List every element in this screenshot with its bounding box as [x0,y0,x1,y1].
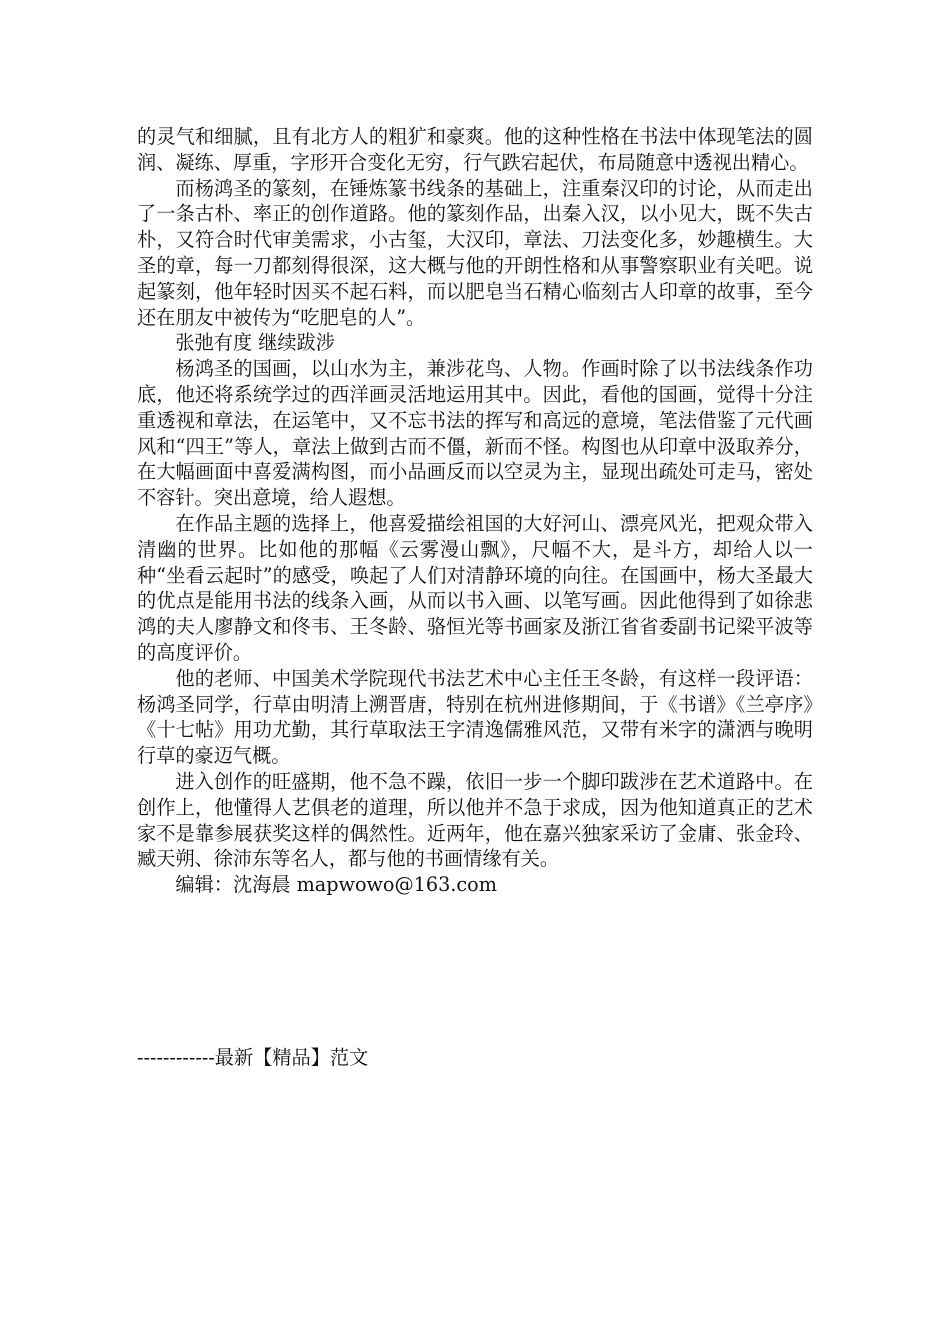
paragraph-continuation: 的灵气和细腻，且有北方人的粗犷和豪爽。他的这种性格在书法中体现笔法的圆润、凝练、厚重，字形开合变化无穷，行气跌宕起伏，布局随意中透视出精心。 [137,125,813,174]
section-subheading: 张弛有度 继续跋涉 [175,331,335,355]
paragraph-painting: 杨鸿圣的国画，以山水为主，兼涉花鸟、人物。作画时除了以书法线条作功底，他还将系统学过的西洋画灵活地运用其中。因此，看他的国画，觉得十分注重透视和章法，在运笔中，又不忘书法的挥写和高远的意境，笔法借鉴了元代画风和“四王”等人，章法上做到古而不僵，新而不怪。构图也从印章中汲取养分，在大幅画面中喜爱满构图，而小品画反而以空灵为主，显现出疏处可走马，密处不容针。突出意境，给人遐想。 [137,357,813,510]
editor-credit: 编辑：沈海晨 mapwowo@163.com [175,873,497,897]
paragraph-teacher-comment: 他的老师、中国美术学院现代书法艺术中心主任王冬龄，有这样一段评语：杨鸿圣同学，行草由明清上溯晋唐，特别在杭州进修期间，于《书谱》《兰亭序》《十七帖》用功尤勤，其行草取法王字清逸儒雅风范，又带有米字的潇洒与晚明行草的豪迈气概。 [137,666,813,768]
paragraph-creation-period: 进入创作的旺盛期，他不急不躁，依旧一步一个脚印跋涉在艺术道路中。在创作上，他懂得人艺俱老的道理，所以他并不急于求成，因为他知道真正的艺术家不是靠参展获奖这样的偶然性。近两年，他在嘉兴独家采访了金庸、张金玲、臧天朔、徐沛东等名人，都与他的书画情缘有关。 [137,769,813,871]
footer-tagline: ------------最新【精品】范文 [137,1046,369,1069]
paragraph-seal-carving: 而杨鸿圣的篆刻，在锤炼篆书线条的基础上，注重秦汉印的讨论，从而走出了一条古朴、率正的创作道路。他的篆刻作品，出秦入汉，以小见大，既不失古朴，又符合时代审美需求，小古玺，大汉印，章法、刀法变化多，妙趣横生。大圣的章，每一刀都刻得很深，这大概与他的开朗性格和从事警察职业有关吧。说起篆刻，他年轻时因买不起石料，而以肥皂当石精心临刻古人印章的故事，至今还在朋友中被传为“吃肥皂的人”。 [137,176,813,329]
article-body [137,124,813,898]
paragraph-theme: 在作品主题的选择上，他喜爱描绘祖国的大好河山、漂亮风光，把观众带入清幽的世界。比如他的那幅《云雾漫山飘》，尺幅不大，是斗方，却给人以一种“坐看云起时”的感受，唤起了人们对清静环境的向往。在国画中，杨大圣最大的优点是能用书法的线条入画，从而以书入画、以笔写画。因此他得到了如徐悲鸿的夫人廖静文和佟韦、王冬龄、骆恒光等书画家及浙江省省委副书记梁平波等的高度评价。 [137,511,813,664]
